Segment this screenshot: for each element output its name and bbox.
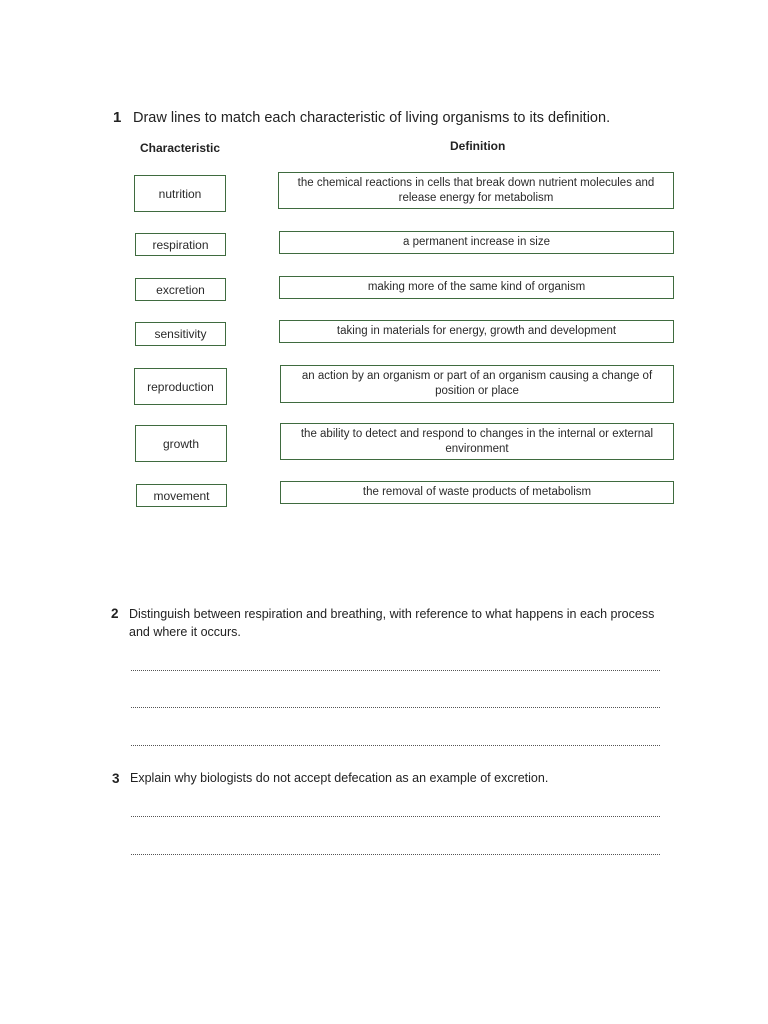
question-2-answer-line-2[interactable] [131, 707, 660, 708]
characteristic-reproduction[interactable]: reproduction [134, 368, 227, 405]
definition-header: Definition [450, 139, 506, 153]
definition-respiration-text[interactable]: the chemical reactions in cells that break down nutrient molecules and release energy for metabolism [278, 172, 674, 209]
question-3-answer-line-1[interactable] [131, 816, 660, 817]
characteristic-respiration[interactable]: respiration [135, 233, 226, 256]
characteristic-header: Characteristic [140, 141, 221, 155]
characteristic-sensitivity[interactable]: sensitivity [135, 322, 226, 346]
question-2-answer-line-1[interactable] [131, 670, 660, 671]
question-2-number: 2 [111, 606, 119, 621]
question-1-number: 1 [113, 109, 122, 126]
definition-growth-text[interactable]: a permanent increase in size [279, 231, 674, 254]
question-2-text: Distinguish between respiration and breathing, with reference to what happens in each process and where it occurs. [129, 607, 655, 639]
question-3-answer-line-2[interactable] [131, 854, 660, 855]
definition-excretion-text[interactable]: the removal of waste products of metabolism [280, 481, 674, 504]
characteristic-movement[interactable]: movement [136, 484, 227, 507]
question-3-text: Explain why biologists do not accept defecation as an example of excretion. [130, 771, 549, 785]
question-1-text: Draw lines to match each characteristic of living organisms to its definition. [133, 110, 611, 126]
characteristic-growth[interactable]: growth [135, 425, 227, 462]
characteristic-nutrition[interactable]: nutrition [134, 175, 226, 212]
definition-sensitivity-text[interactable]: the ability to detect and respond to changes in the internal or external environment [280, 423, 674, 460]
definition-nutrition-text[interactable]: taking in materials for energy, growth and development [279, 320, 674, 343]
definition-reproduction-text[interactable]: making more of the same kind of organism [279, 276, 674, 299]
question-3-number: 3 [112, 771, 120, 786]
characteristic-excretion[interactable]: excretion [135, 278, 226, 301]
question-2-answer-line-3[interactable] [131, 745, 660, 746]
definition-movement-text[interactable]: an action by an organism or part of an organism causing a change of position or place [280, 365, 674, 403]
